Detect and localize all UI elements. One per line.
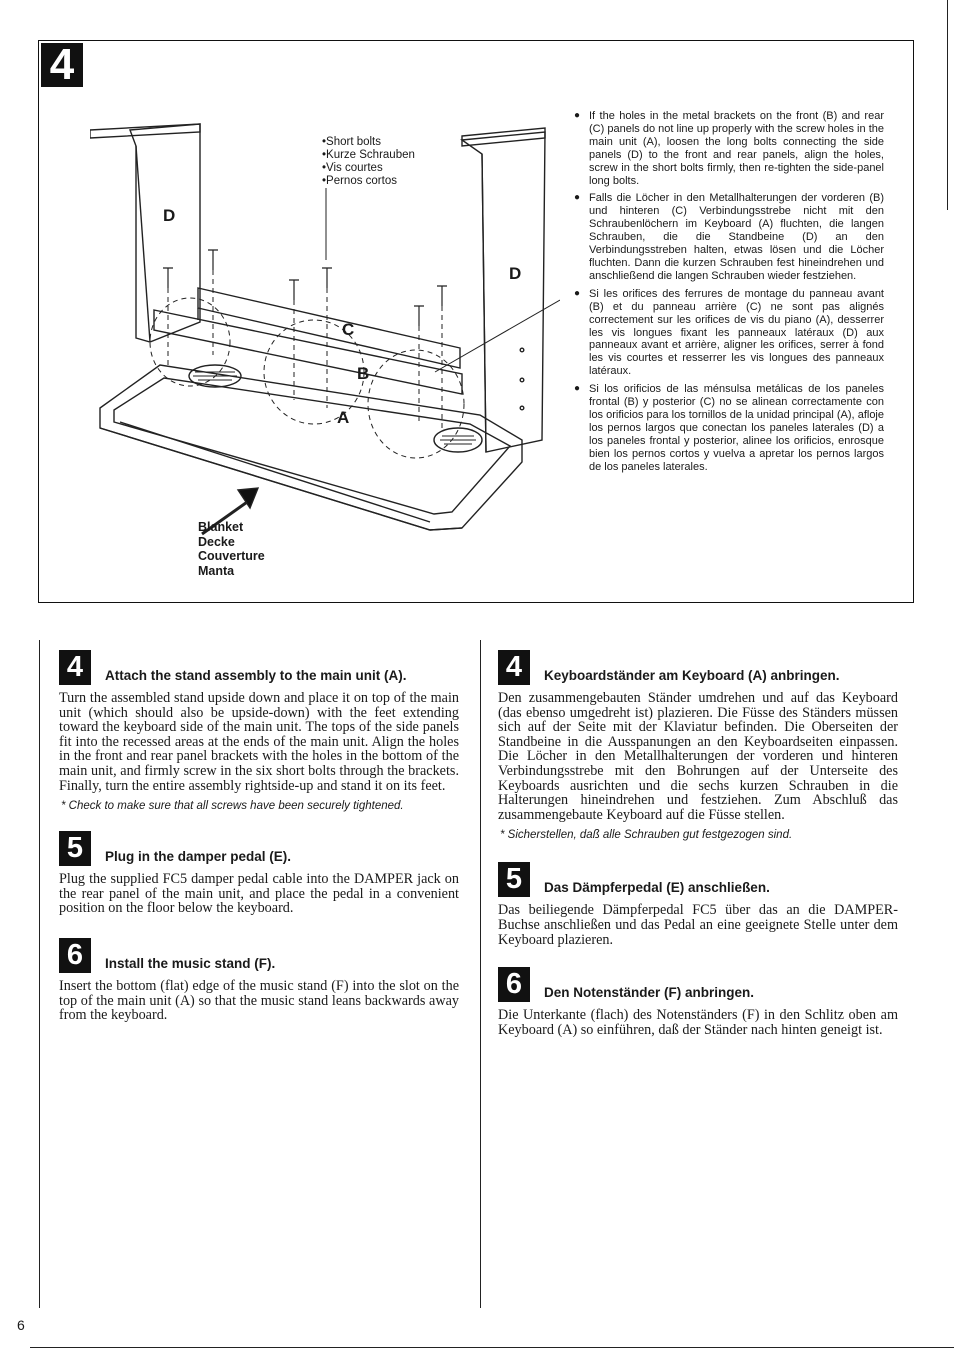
blanket-label-es: Manta [198,563,235,578]
note-de [572,192,884,282]
section-music-stand [59,938,459,1023]
section-header [498,650,898,685]
section-heading: Install the music stand (F). [105,955,276,971]
blanket-label-en: Blanket [198,520,244,534]
bottom-rule [30,1347,954,1348]
section-heading: Keyboardständer am Keyboard (A) anbringen. [544,668,840,683]
section-heading: Das Dämpferpedal (E) anschließen. [544,880,770,896]
section-header [498,862,898,897]
label-a: A [337,408,350,427]
step-badge: 4 [41,43,83,87]
left-margin-rule [39,640,40,1308]
section-heading: Den Notenständer (F) anbringen. [544,985,755,1001]
short-bolts-label [322,136,415,188]
section-body: Den zusammengebauten Ständer umdrehen und auf das Keyboard (das ebenso umgedreht ist) plazieren. Die Füsse des Ständers müssen sich auf der Seite mit der Klaviatur befinden. Die Oberseiten der Standbeine in die Ausspanungen an den Keyboardseiten einpassen. Die Löcher in den Metallhalterungen der vorderen und hinteren Verbindungsstrebe mit den Bohrungen auf der Unterseite des Keyboards ausrichten und die sechs kurzen Schrauben in die Halterungen hineindrehen und festziehen. Zum Abschluß das zusammengebaute Keyboard auf die Füsse stellen. [498,690,898,823]
note-text: Si les orifices des ferrures de montage du panneau avant (B) et du panneau arrière (C) ne sont pas alignés correctement sur les orifices de vis du piano (A), desserrer les vis longues fixant les panneaux latéraux (D) aux panneaux avant et arrière, aligner les orifices, serrer à fond les vis courtes et resserrer les vis longues des panneaux latéraux. [589,287,884,378]
section-body: Die Unterkante (flach) des Notenständers (F) in den Schlitz oben am Keyboard (A) so einführen, daß der Ständer nach hinten geneigt ist. [498,1007,898,1038]
note-es [572,383,884,473]
blanket-label-fr: Couverture [198,549,265,563]
english-instructions [59,650,459,1023]
step-badge: 6 [498,967,530,1002]
note-en [572,110,884,187]
section-notenstaender [498,967,898,1037]
step-badge: 4 [498,650,530,685]
note-text: If the holes in the metal brackets on the front (B) and rear (C) panels do not line up properly with the screw holes in the main unit (A), loosen the long bolts connecting the side panels (D) to the front and rear panels, align the holes, screw in the short bolts firmly, then re-tighten the side-panel long bolts. [589,110,884,187]
bullet-icon: ● [574,383,581,395]
bullet-icon: ● [574,110,581,121]
section-body: Plug the supplied FC5 damper pedal cable into the DAMPER jack on the rear panel of the main unit, and place the pedal in a convenient position on the floor below the keyboard. [59,871,459,917]
section-body: Das beiliegende Dämpferpedal FC5 über das an die DAMPER-Buchse anschließen und das Pedal an eine geeignete Stelle unter dem Keyboard plazieren. [498,902,898,948]
label-d-right: D [509,264,522,283]
bolt-label-es: •Pernos cortos [322,175,397,187]
step-badge: 6 [59,938,91,973]
note-text: Si los orificios de las ménsulsa metálicas de los paneles frontal (B) y posterior (C) no se alinean correctamente con los orificios para los tornillos de la unidad principal (A), afloje los pernos largos que conectan los paneles laterales (D) a los paneles frontal y posterior, alinee los orificios, enrosque bien los pernos cortos y vuelva a apretar los pernos largos de los paneles laterales. [589,383,884,473]
section-damper-pedal [59,831,459,916]
alignment-notes [572,110,884,478]
step-badge: 5 [498,862,530,897]
section-header [59,831,459,866]
column-divider [480,640,481,1308]
section-heading: Attach the stand assembly to the main unit (A). [105,668,407,683]
section-attach-stand [59,650,459,813]
section-header [498,967,898,1002]
section-header [59,938,459,973]
page-number: 6 [17,1317,25,1333]
section-daempferpedal [498,862,898,947]
right-margin-rule [947,0,948,210]
section-note: * Sicherstellen, daß alle Schrauben gut festgezogen sind. [500,829,793,842]
section-body: Insert the bottom (flat) edge of the music stand (F) into the slot on the top of the main unit (A) so that the music stand leans backwards away from the keyboard. [59,977,459,1024]
bullet-icon: ● [574,192,581,204]
note-text: Falls die Löcher in den Metallhalterungen der vorderen (B) und hinteren (C) Verbindungsstrebe nicht mit den Schraubenlöchern im Keyboard (A) fluchten, die langen Schrauben, die die Standbeine (D) an den Verbindungsstreben halten, etwas lösen und die Löcher fluchten. Dann die kurzen Schrauben fest hineindrehen und anschließend die langen Schrauben wieder festziehen. [589,192,884,282]
section-staender-anbringen [498,650,898,842]
bolt-label-en: •Short bolts [322,136,381,148]
blanket-label [198,520,265,578]
step-badge: 4 [59,650,91,685]
note-fr [572,288,884,378]
bullet-icon: ● [574,287,581,299]
label-c: C [342,320,355,339]
blanket-label-de: Decke [198,534,235,549]
german-instructions [498,650,898,1037]
bolt-label-fr: •Vis courtes [322,162,383,174]
section-body: Turn the assembled stand upside down and place it on top of the main unit (which should also be upside-down) with the feet extending toward the keyboard side of the main unit. The tops of the side panels fit into the recessed areas at the ends of the main unit. Align the holes in the front and rear panel brackets with the holes in the bottom of the main unit, and firmly screw in the six short bolts through the brackets. Finally, turn the entire assembly rightside-up and stand it on its feet. [59,690,459,794]
step-badge: 5 [59,831,91,866]
bolt-label-de: •Kurze Schrauben [322,149,415,161]
section-note: * Check to make sure that all screws have been securely tightened. [61,800,404,813]
label-d-left: D [163,206,176,225]
label-b: B [357,364,370,383]
section-header [59,650,459,685]
section-heading: Plug in the damper pedal (E). [105,849,292,865]
